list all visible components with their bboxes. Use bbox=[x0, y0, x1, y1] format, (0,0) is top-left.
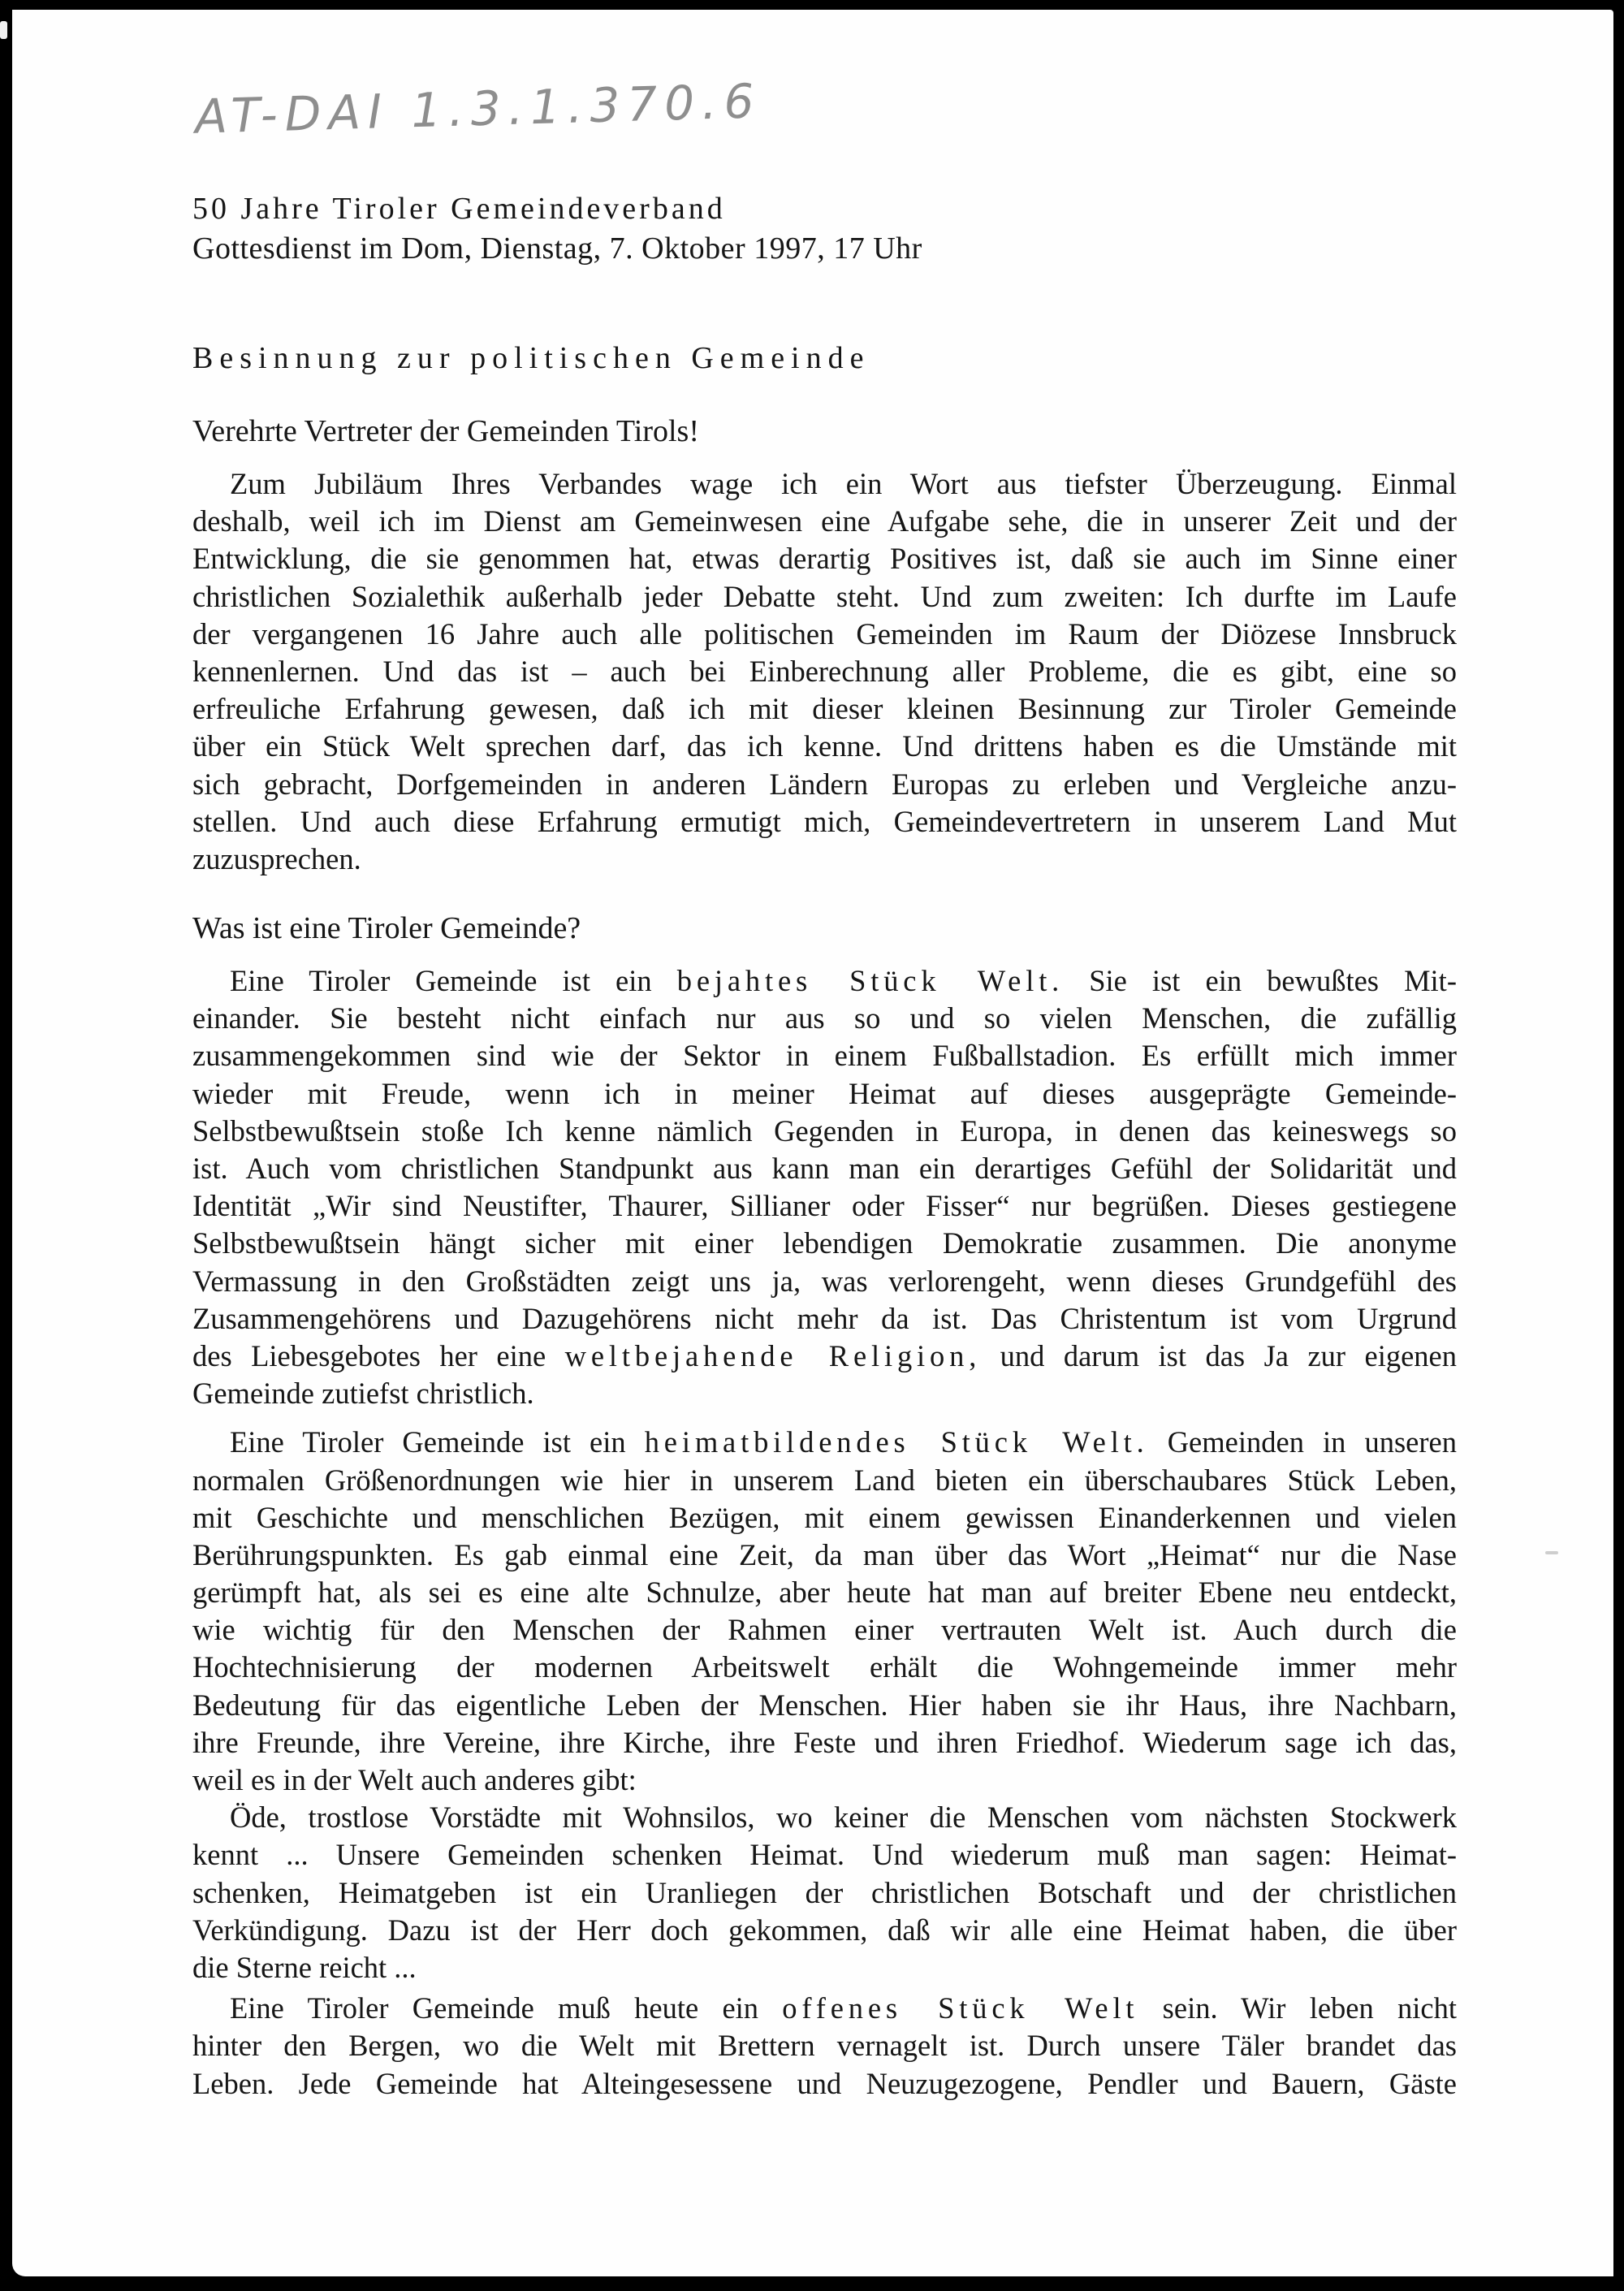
text-line: wieder mit Freude, wenn ich in meiner Heimat auf dieses ausgeprägte Gemeinde- bbox=[192, 1076, 1457, 1110]
text-line: kennt ... Unsere Gemeinden schenken Heimat. Und wiederum muß man sagen: Heimat- bbox=[192, 1838, 1457, 1872]
text-line: zuzusprechen. bbox=[192, 841, 361, 875]
text-line: schenken, Heimatgeben ist ein Uranliegen der christlichen Botschaft und der christlichen bbox=[192, 1875, 1457, 1909]
text-line: ist. Auch vom christlichen Standpunkt aus kann man ein derartiges Gefühl der Solidarität und bbox=[192, 1152, 1457, 1185]
text-line: ihre Freunde, ihre Vereine, ihre Kirche, ihre Feste und ihren Friedhof. Wiederum sage ich das, bbox=[192, 1725, 1457, 1759]
text-line: des Liebesgebotes her eine weltbejahende Religion, und darum ist das Ja zur eigenen bbox=[192, 1338, 1457, 1372]
paragraph-bejahtes-stueck-welt bbox=[192, 962, 1457, 1412]
text-line: stellen. Und auch diese Erfahrung ermutigt mich, Gemeindevertretern in unserem Land Mut bbox=[192, 804, 1457, 838]
main-heading: Besinnung zur politischen Gemeinde bbox=[192, 341, 870, 375]
paragraph-offenes-stueck-welt bbox=[192, 1990, 1457, 2103]
text-line: Zum Jubiläum Ihres Verbandes wage ich ein Wort aus tiefster Überzeugung. Einmal bbox=[230, 467, 1457, 500]
text-line: Leben. Jede Gemeinde hat Alteingesessene und Neuzugezogene, Pendler und Bauern, Gäste bbox=[192, 2066, 1457, 2100]
document-page bbox=[12, 10, 1613, 2276]
text-line: christlichen Sozialethik außerhalb jeder Debatte steht. Und zum zweiten: Ich durfte im Laufe bbox=[192, 579, 1457, 613]
text-line: gerümpft hat, als sei es eine alte Schnulze, aber heute hat man auf breiter Ebene neu entdeckt, bbox=[192, 1576, 1457, 1610]
text-line: über ein Stück Welt sprechen darf, das ich kenne. Und drittens haben es die Umstände mit bbox=[192, 729, 1457, 763]
paragraph-oede-vorstaedte bbox=[192, 1799, 1457, 1986]
document-header bbox=[192, 189, 1457, 269]
text-line: Entwicklung, die sie genommen hat, etwas derartig Positives ist, daß sie auch im Sinne einer bbox=[192, 542, 1457, 576]
text-line: der vergangenen 16 Jahre auch alle politischen Gemeinden im Raum der Diözese Innsbruck bbox=[192, 616, 1457, 651]
letterspaced-emphasis: bejahtes Stück Welt. bbox=[676, 964, 1065, 998]
paragraph-intro bbox=[192, 465, 1457, 878]
text-line: kennenlernen. Und das ist – auch bei Einberechnung aller Probleme, die es gibt, eine so bbox=[192, 654, 1457, 688]
text-line: Bedeutung für das eigentliche Leben der Menschen. Hier haben sie ihr Haus, ihre Nachbarn, bbox=[192, 1688, 1457, 1722]
text-line: deshalb, weil ich im Dienst am Gemeinwesen eine Aufgabe sehe, die in unserer Zeit und der bbox=[192, 504, 1457, 538]
text-line: Öde, trostlose Vorstädte mit Wohnsilos, wo keiner die Menschen vom nächsten Stockwerk bbox=[230, 1800, 1457, 1835]
scan-border-nick bbox=[0, 21, 7, 39]
text-line: sich gebracht, Dorfgemeinden in anderen Ländern Europas zu erleben und Vergleiche anzu- bbox=[192, 767, 1457, 801]
paragraph-heimatbildendes-stueck-welt bbox=[192, 1424, 1457, 1799]
text-line: einander. Sie besteht nicht einfach nur aus so und so vielen Menschen, die zufällig bbox=[192, 1001, 1457, 1035]
text-line: Gemeinde zutiefst christlich. bbox=[192, 1377, 534, 1411]
document-content bbox=[192, 10, 1457, 2103]
text-line: Eine Tiroler Gemeinde muß heute ein offenes Stück Welt sein. Wir leben nicht bbox=[230, 1991, 1457, 2025]
text-line: hinter den Bergen, wo die Welt mit Brettern vernagelt ist. Durch unsere Täler brandet das bbox=[192, 2029, 1457, 2063]
salutation: Verehrte Vertreter der Gemeinden Tirols! bbox=[192, 414, 699, 448]
text-line: die Sterne reicht ... bbox=[192, 1950, 417, 1984]
document-subtitle: Gottesdienst im Dom, Dienstag, 7. Oktober 1997, 17 Uhr bbox=[192, 231, 922, 266]
text-line: erfreuliche Erfahrung gewesen, daß ich mit dieser kleinen Besinnung zur Tiroler Gemeinde bbox=[192, 692, 1457, 726]
scan-speck bbox=[1545, 1551, 1558, 1554]
text-line: Vermassung in den Großstädten zeigt uns ja, was verlorengeht, wenn dieses Grundgefühl des bbox=[192, 1264, 1457, 1298]
text-line: Zusammengehörens und Dazugehörens nicht mehr da ist. Das Christentum ist vom Urgrund bbox=[192, 1301, 1457, 1335]
text-line: mit Geschichte und menschlichen Bezügen, mit einem gewissen Einanderkennen und vielen bbox=[192, 1500, 1457, 1534]
document-title: 50 Jahre Tiroler Gemeindeverband bbox=[192, 192, 726, 226]
handwritten-archive-reference: AT-DAI 1.3.1.370.6 bbox=[194, 73, 762, 145]
text-line: Eine Tiroler Gemeinde ist ein heimatbildendes Stück Welt. Gemeinden in unseren bbox=[230, 1425, 1457, 1459]
text-line: zusammengekommen sind wie der Sektor in einem Fußballstadion. Es erfüllt mich immer bbox=[192, 1039, 1457, 1073]
text-line: Hochtechnisierung der modernen Arbeitswelt erhält die Wohngemeinde immer mehr bbox=[192, 1650, 1457, 1684]
letterspaced-emphasis: heimatbildendes Stück Welt. bbox=[644, 1425, 1149, 1459]
text-line: normalen Größenordnungen wie hier in unserem Land bieten ein überschaubares Stück Leben, bbox=[192, 1463, 1457, 1497]
text-line: wie wichtig für den Menschen der Rahmen einer vertrauten Welt ist. Auch durch die bbox=[192, 1613, 1457, 1647]
text-line: Verkündigung. Dazu ist der Herr doch gekommen, daß wir alle eine Heimat haben, die über bbox=[192, 1913, 1457, 1947]
text-line: Identität „Wir sind Neustifter, Thaurer, Sillianer oder Fisser“ nur begrüßen. Dieses gestiegene bbox=[192, 1189, 1457, 1223]
text-line: Selbstbewußtsein stoße Ich kenne nämlich Gegenden in Europa, in denen das keineswegs so bbox=[192, 1113, 1457, 1148]
text-line: weil es in der Welt auch anderes gibt: bbox=[192, 1763, 637, 1796]
text-line: Selbstbewußtsein hängt sicher mit einer lebendigen Demokratie zusammen. Die anonyme bbox=[192, 1226, 1457, 1260]
text-line: Berührungspunkten. Es gab einmal eine Zeit, da man über das Wort „Heimat“ nur die Nase bbox=[192, 1537, 1457, 1571]
letterspaced-emphasis: weltbejahende Religion, bbox=[564, 1338, 982, 1372]
section-heading: Was ist eine Tiroler Gemeinde? bbox=[192, 911, 581, 946]
text-line: Eine Tiroler Gemeinde ist ein bejahtes Stück Welt. Sie ist ein bewußtes Mit- bbox=[230, 964, 1457, 998]
letterspaced-emphasis: offenes Stück Welt bbox=[782, 1991, 1139, 2025]
